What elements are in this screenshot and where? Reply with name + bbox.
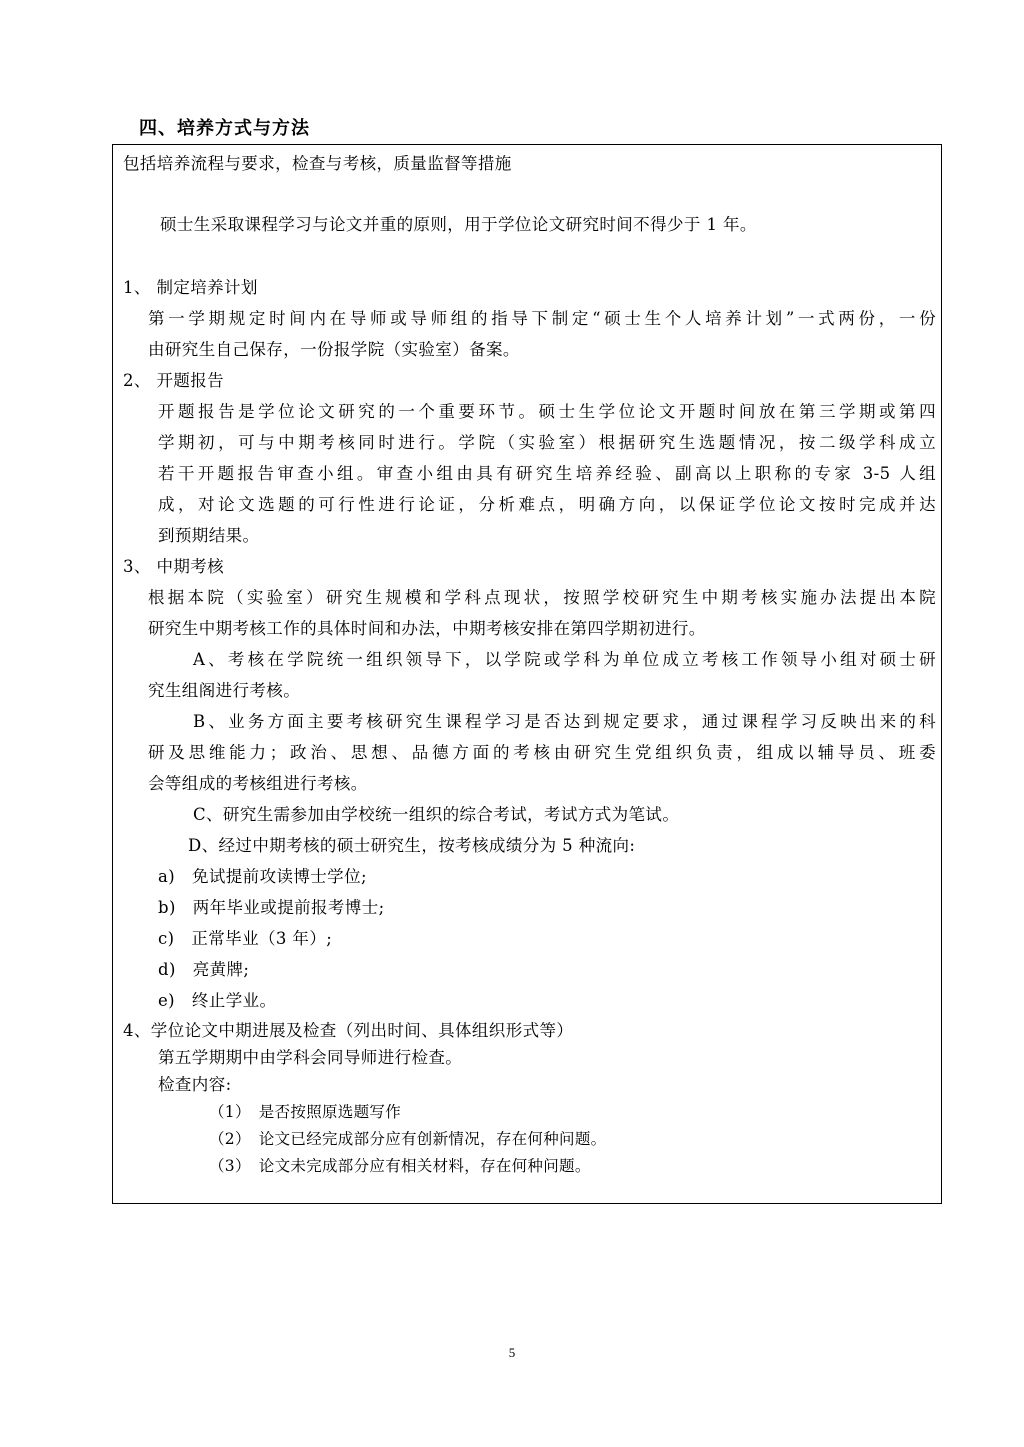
item-a-line: A、考核在学院统一组织领导下，以学院或学科为单位成立考核工作领导小组对硕士研	[193, 650, 936, 669]
paragraph-line: 根据本院（实验室）研究生规模和学科点现状，按照学校研究生中期考核实施办法提出本院	[148, 588, 936, 607]
check-content-label: 检查内容:	[158, 1075, 232, 1094]
item-a-line: 究生组阁进行考核。	[148, 681, 301, 700]
paragraph-line: 若干开题报告审查小组。审查小组由具有研究生培养经验、副高以上职称的专家 3-5 人组	[158, 464, 936, 483]
item-b-line: B、业务方面主要考核研究生课程学习是否达到规定要求，通过课程学习反映出来的科	[193, 712, 936, 731]
paragraph-line: 学期初，可与中期考核同时进行。学院（实验室）根据研究生选题情况，按二级学科成立	[158, 433, 936, 452]
paragraph-line: 由研究生自己保存，一份报学院（实验室）备案。	[148, 340, 520, 359]
list-item-d: d) 亮黄牌;	[158, 960, 250, 979]
box-header: 包括培养流程与要求，检查与考核，质量监督等措施	[123, 154, 512, 173]
list-item-e: e) 终止学业。	[158, 991, 277, 1010]
item-c-line: C、研究生需参加由学校统一组织的综合考试，考试方式为笔试。	[193, 805, 680, 824]
paragraph-line: 到预期结果。	[158, 526, 260, 545]
content-box	[112, 144, 942, 1204]
check-item-1: （1） 是否按照原选题写作	[209, 1103, 402, 1121]
heading-4: 4、学位论文中期进展及检查（列出时间、具体组织形式等）	[123, 1021, 574, 1040]
check-item-2: （2） 论文已经完成部分应有创新情况，存在何种问题。	[209, 1130, 607, 1148]
item-d-line: D、经过中期考核的硕士研究生，按考核成绩分为 5 种流向:	[188, 836, 636, 855]
item-b-line: 研及思维能力；政治、思想、品德方面的考核由研究生党组织负责，组成以辅导员、班委	[148, 743, 936, 762]
section-title: 四、培养方式与方法	[139, 118, 310, 139]
item-b-line: 会等组成的考核组进行考核。	[148, 774, 368, 793]
list-item-b: b) 两年毕业或提前报考博士;	[158, 898, 385, 917]
paragraph-line: 开题报告是学位论文研究的一个重要环节。硕士生学位论文开题时间放在第三学期或第四	[158, 402, 936, 421]
heading-3: 3、 中期考核	[123, 557, 225, 576]
paragraph-line: 成，对论文选题的可行性进行论证，分析难点，明确方向，以保证学位论文按时完成并达	[158, 495, 936, 514]
paragraph-line: 研究生中期考核工作的具体时间和办法，中期考核安排在第四学期初进行。	[148, 619, 706, 638]
heading-1: 1、 制定培养计划	[123, 278, 258, 297]
paragraph-line: 第五学期期中由学科会同导师进行检查。	[158, 1048, 463, 1067]
paragraph-line: 第一学期规定时间内在导师或导师组的指导下制定“硕士生个人培养计划”一式两份，一份	[148, 309, 936, 328]
list-item-c: c) 正常毕业（3 年）;	[158, 929, 333, 948]
list-item-a: a) 免试提前攻读博士学位;	[158, 867, 367, 886]
check-item-3: （3） 论文未完成部分应有相关材料，存在何种问题。	[209, 1157, 591, 1175]
page-number: 5	[508, 1345, 516, 1360]
heading-2: 2、 开题报告	[123, 371, 225, 390]
intro-paragraph: 硕士生采取课程学习与论文并重的原则，用于学位论文研究时间不得少于 1 年。	[160, 215, 757, 234]
